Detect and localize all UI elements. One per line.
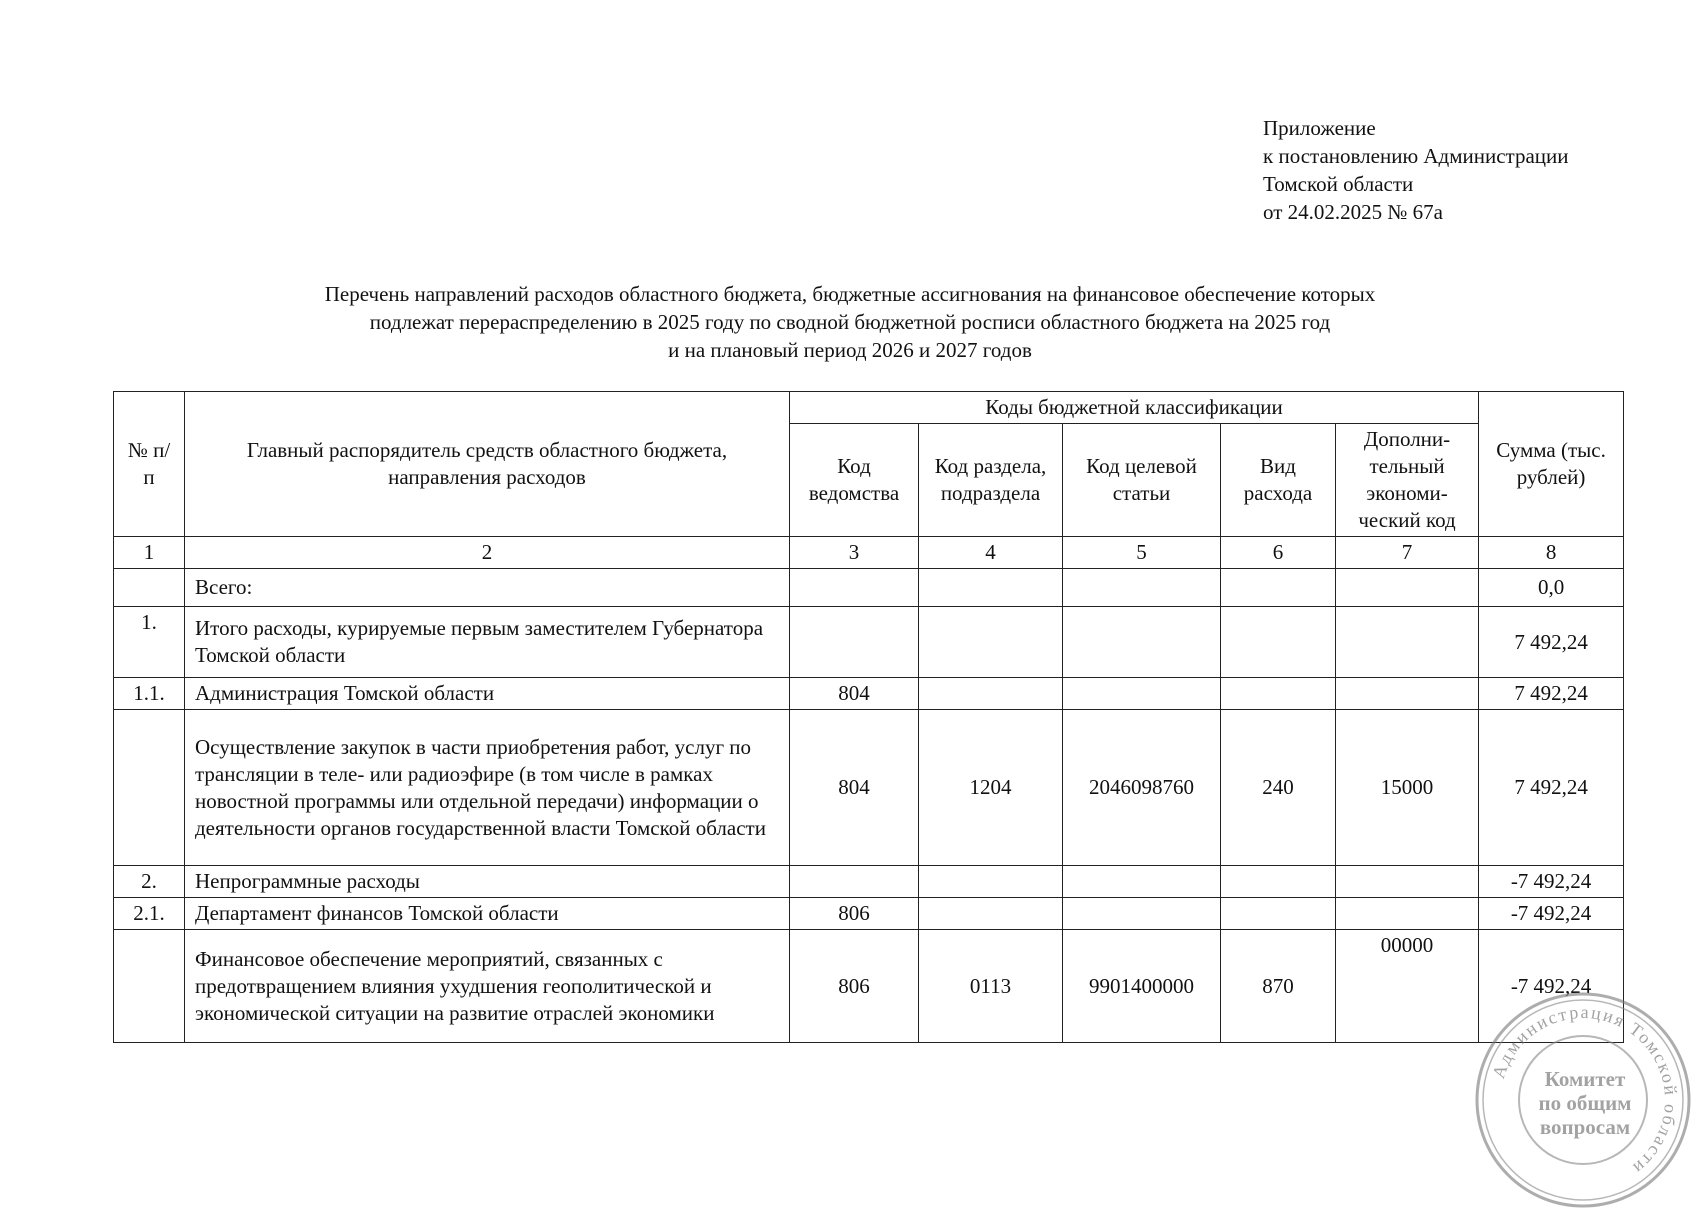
official-stamp	[1473, 990, 1693, 1210]
table-row	[114, 866, 1624, 898]
header-sum: Сумма (тыс. рублей)	[1479, 392, 1624, 537]
row-econ	[1336, 678, 1479, 710]
budget-table	[113, 391, 1624, 1043]
col-number: 8	[1479, 537, 1624, 569]
row-section: 0113	[919, 930, 1063, 1043]
row-section	[919, 898, 1063, 930]
row-sum: -7 492,24	[1479, 866, 1624, 898]
row-dept: 804	[790, 678, 919, 710]
row-sum: -7 492,24	[1479, 930, 1624, 1043]
row-type	[1221, 898, 1336, 930]
row-name: Итого расходы, курируемые первым заместителем Губернатора Томской области	[185, 607, 790, 678]
col-number: 4	[919, 537, 1063, 569]
row-dept: 806	[790, 930, 919, 1043]
row-dept	[790, 607, 919, 678]
row-type	[1221, 678, 1336, 710]
row-num: 1.1.	[114, 678, 185, 710]
table-row	[114, 569, 1624, 607]
row-num	[114, 569, 185, 607]
row-sum: 0,0	[1479, 569, 1624, 607]
row-num: 2.	[114, 866, 185, 898]
row-target	[1063, 607, 1221, 678]
row-type: 240	[1221, 710, 1336, 866]
row-econ	[1336, 866, 1479, 898]
row-name: Финансовое обеспечение мероприятий, связанных с предотвращением влияния ухудшения геополитической и экономической ситуации на развитие отраслей экономики	[185, 930, 790, 1043]
row-type	[1221, 569, 1336, 607]
row-target: 9901400000	[1063, 930, 1221, 1043]
row-num: 2.1.	[114, 898, 185, 930]
table-row	[114, 710, 1624, 866]
row-target	[1063, 898, 1221, 930]
header-target: Код целевой статьи	[1063, 424, 1221, 537]
row-econ	[1336, 607, 1479, 678]
row-name: Непрограммные расходы	[185, 866, 790, 898]
table-row	[114, 607, 1624, 678]
row-sum: 7 492,24	[1479, 710, 1624, 866]
col-number: 3	[790, 537, 919, 569]
row-section	[919, 569, 1063, 607]
row-sum: 7 492,24	[1479, 607, 1624, 678]
row-dept: 804	[790, 710, 919, 866]
row-target	[1063, 569, 1221, 607]
header-name: Главный распорядитель средств областного бюджета, направления расходов	[185, 392, 790, 537]
title-line-3: и на плановый период 2026 и 2027 годов	[668, 338, 1032, 362]
title-line-1: Перечень направлений расходов областного бюджета, бюджетные ассигнования на финансовое обеспечение которых	[324, 282, 1376, 306]
row-dept	[790, 866, 919, 898]
stamp-ring-text: Администрация Томской области	[1488, 1001, 1682, 1180]
row-econ	[1336, 569, 1479, 607]
column-numbers-row	[114, 537, 1624, 569]
row-num: 1.	[114, 607, 185, 678]
col-number: 5	[1063, 537, 1221, 569]
header-econ: Дополни-тельный экономи-ческий код	[1336, 424, 1479, 537]
row-target	[1063, 678, 1221, 710]
row-section	[919, 607, 1063, 678]
row-target: 2046098760	[1063, 710, 1221, 866]
appendix-line-2: к постановлению Администрации	[1263, 144, 1569, 168]
appendix-line-1: Приложение	[1263, 116, 1376, 140]
row-sum: -7 492,24	[1479, 898, 1624, 930]
header-num: № п/п	[114, 392, 185, 537]
row-num	[114, 930, 185, 1043]
row-sum: 7 492,24	[1479, 678, 1624, 710]
row-section	[919, 678, 1063, 710]
table-row	[114, 898, 1624, 930]
header-codes-group: Коды бюджетной классификации	[790, 392, 1479, 424]
col-number: 6	[1221, 537, 1336, 569]
header-section: Код раздела, подраздела	[919, 424, 1063, 537]
row-name: Департамент финансов Томской области	[185, 898, 790, 930]
row-name: Осуществление закупок в части приобретения работ, услуг по трансляции в теле- или радиоэфире (в том числе в рамках новостной программы или отдельной передачи) информации о деятельности органов государственной власти Томской области	[185, 710, 790, 866]
appendix-line-3: Томской области	[1263, 172, 1414, 196]
row-econ: 15000	[1336, 710, 1479, 866]
title-line-2: подлежат перераспределению в 2025 году по сводной бюджетной росписи областного бюджета на 2025 год	[369, 310, 1331, 334]
col-number: 1	[114, 537, 185, 569]
stamp-center-line-3: вопросам	[1539, 1115, 1631, 1139]
header-dept: Код ведомства	[790, 424, 919, 537]
col-number: 7	[1336, 537, 1479, 569]
row-num	[114, 710, 185, 866]
header-type: Вид расхода	[1221, 424, 1336, 537]
table-row	[114, 678, 1624, 710]
row-name: Всего:	[185, 569, 790, 607]
table-row	[114, 930, 1624, 1043]
row-section: 1204	[919, 710, 1063, 866]
row-econ	[1336, 898, 1479, 930]
row-dept: 806	[790, 898, 919, 930]
row-section	[919, 866, 1063, 898]
row-name: Администрация Томской области	[185, 678, 790, 710]
appendix-block	[1263, 114, 1569, 226]
document-title	[160, 280, 1540, 364]
stamp-center-line-2: по общим	[1538, 1091, 1632, 1115]
row-dept	[790, 569, 919, 607]
col-number: 2	[185, 537, 790, 569]
row-type	[1221, 866, 1336, 898]
appendix-line-4: от 24.02.2025 № 67а	[1263, 200, 1444, 224]
row-type	[1221, 607, 1336, 678]
row-type: 870	[1221, 930, 1336, 1043]
row-econ: 00000	[1336, 930, 1479, 1043]
stamp-center-line-1: Комитет	[1544, 1067, 1626, 1091]
row-target	[1063, 866, 1221, 898]
